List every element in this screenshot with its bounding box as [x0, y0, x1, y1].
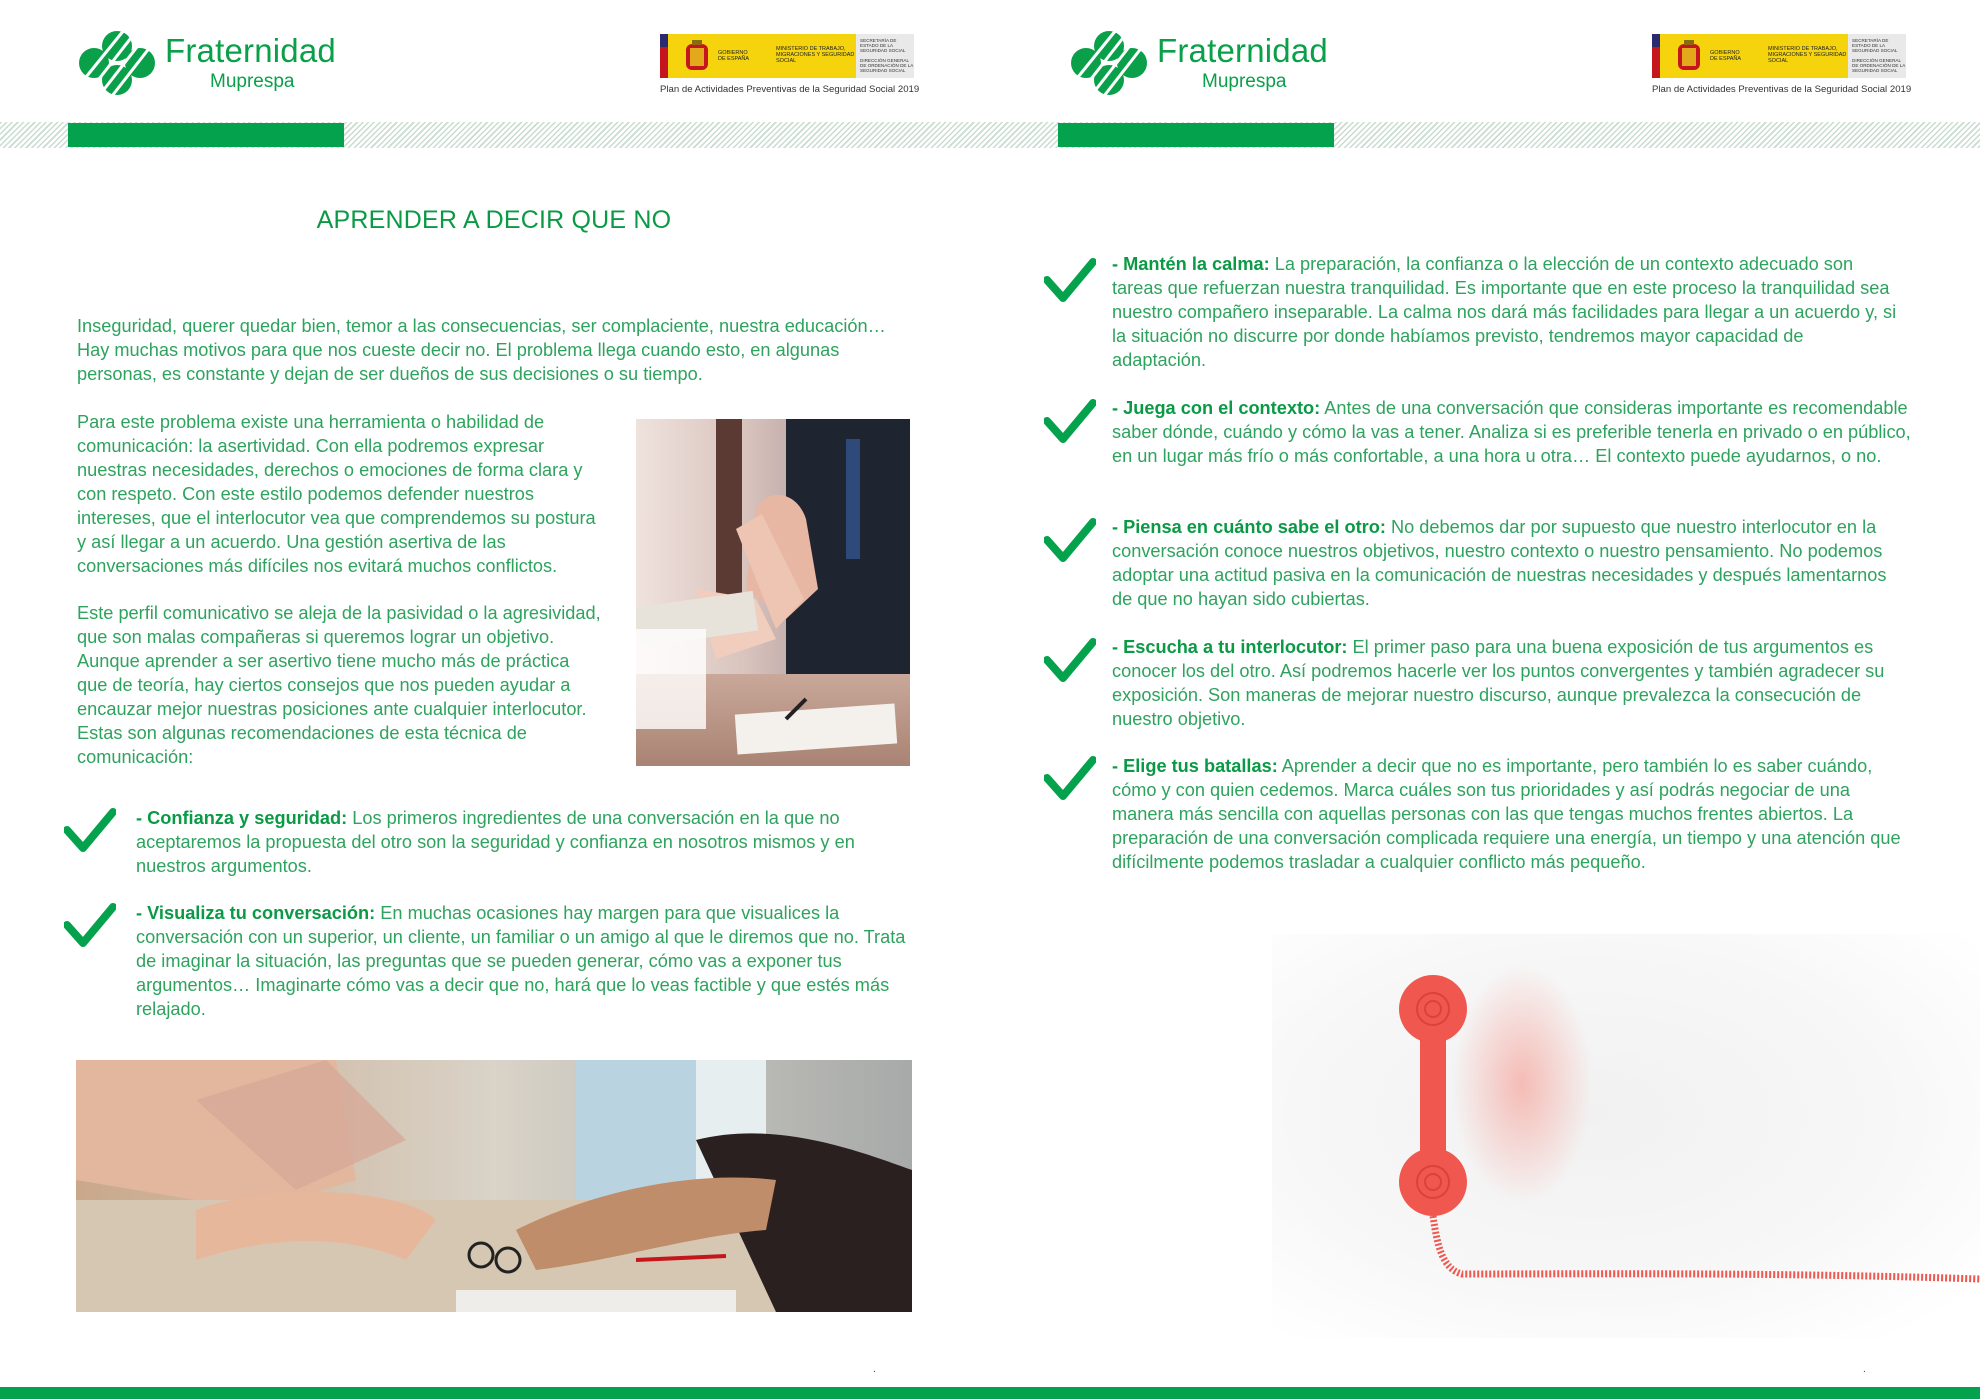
gov-text-4: DIRECCIÓN GENERAL DE ORDENACIÓN DE LA SEGURIDAD SOCIAL	[1852, 58, 1906, 74]
footer-green-bar	[990, 1387, 1980, 1399]
gov-text-2: MINISTERIO DE TRABAJO, MIGRACIONES Y SEGURIDAD SOCIAL	[776, 46, 855, 64]
page-marker: .	[873, 1364, 876, 1375]
refusing-hand-photo	[636, 419, 910, 766]
flag-stripe	[1652, 34, 1660, 78]
header-green-bar	[68, 123, 344, 147]
desk-conversation-photo	[76, 1060, 912, 1312]
brand-subname: Muprespa	[210, 71, 295, 92]
tip-text: Antes de una conversación que consideras importante es recomendable saber dónde, cuándo y cómo la vas a tener. Analiza si es preferible tenerla en privado o en público, en un lugar más frío o más confortable, a una hora u otra… El contexto puede ayudarnos, o no.	[1112, 398, 1911, 466]
brand-subname: Muprespa	[1202, 71, 1287, 92]
fraternidad-logo-icon	[72, 30, 162, 96]
header-green-bar	[1058, 123, 1334, 147]
fraternidad-logo	[1064, 28, 1354, 98]
checkmark-icon	[1044, 638, 1096, 682]
right-page	[990, 0, 1980, 1399]
tip-lead: - Confianza y seguridad:	[136, 808, 348, 828]
government-banner	[668, 34, 856, 78]
tip-text: El primer paso para una buena exposición de tus argumentos es conocer los del otro. Así podremos hacerle ver los puntos convergentes y también agradecer su exposición. Son maneras de mejorar nuestro discurso, aunque prevalezca la consecución de nuestro objetivo.	[1112, 637, 1885, 729]
tip-lead: - Juega con el contexto:	[1112, 398, 1321, 418]
gov-secretary-box	[1848, 34, 1906, 78]
government-logo	[658, 32, 920, 102]
profile-paragraph: Este perfil comunicativo se aleja de la pasividad o la agresividad, que son malas compañeras si queremos lograr un objetivo. Aunque aprender a ser asertivo tiene mucho más de práctica que de teoría, hay ciertos consejos que nos pueden ayudar a encauzar mejor nuestras posiciones ante cualquier interlocutor. Estas son algunas recomendaciones de esta técnica de comunicación:	[77, 603, 601, 767]
tip-text: Aprender a decir que no es importante, pero también lo es saber cuándo, cómo y con quien cedemos. Marca cuáles son tus prioridades y así podrás negociar de una manera más sencilla con aquellas personas con las que tengas muchos frentes abiertos. La preparación de una conversación complicada requiere una energía, un tiempo y una atención que difícilmente podemos trasladar a cualquier conflicto más pequeño.	[1112, 756, 1901, 872]
government-logo	[1650, 32, 1912, 102]
tip-battles	[1112, 754, 1902, 874]
plan-caption: Plan de Actividades Preventivas de la Seguridad Social 2019	[1652, 84, 1912, 95]
page-title	[0, 206, 990, 235]
brand-name: Fraternidad	[165, 32, 336, 69]
tip-text: Los primeros ingredientes de una conversación en la que no aceptaremos la propuesta del otro son la seguridad y confianza en nosotros mismos y en nuestros argumentos.	[136, 808, 855, 876]
tip-text: En muchas ocasiones hay margen para que visualices la conversación con un superior, un cliente, un familiar o un amigo al que le diremos que no. Trata de imaginar la situación, las preguntas que se pueden generar, cómo vas a exponer tus argumentos… Imaginarte cómo vas a decir que no, hará que lo veas factible y que estés más relajado.	[136, 903, 906, 1019]
tip-confidence	[136, 806, 861, 878]
gov-text-3: SECRETARÍA DE ESTADO DE LA SEGURIDAD SOCIAL	[860, 38, 906, 54]
tip-text: No debemos dar por supuesto que nuestro interlocutor en la conversación conoce nuestros objetivos, nuestro contexto o nuestro pensamiento. No podemos adoptar una actitud pasiva en la comunicación de nuestras necesidades y después lamentarnos de que no hayan sido cubiertas.	[1112, 517, 1887, 609]
brand-name: Fraternidad	[1157, 32, 1328, 69]
fraternidad-logo	[72, 28, 362, 98]
intro-paragraph: Inseguridad, querer quedar bien, temor a las consecuencias, ser complaciente, nuestra educación… Hay muchas motivos para que nos cueste decir no. El problema llega cuando esto, en algunas personas, es constante y dejan de ser dueños de sus decisiones o su tiempo.	[77, 316, 886, 384]
tip-lead: - Elige tus batallas:	[1112, 756, 1278, 776]
checkmark-icon	[1044, 399, 1096, 443]
gov-secretary-box	[856, 34, 914, 78]
tip-calm	[1112, 252, 1902, 372]
gov-text-1: GOBIERNO DE ESPAÑA	[718, 50, 750, 62]
checkmark-icon	[64, 903, 116, 947]
checkmark-icon	[64, 808, 116, 852]
footer-green-bar	[0, 1387, 990, 1399]
tip-text: La preparación, la confianza o la elección de un contexto adecuado son tareas que refuerzan nuestra tranquilidad. Es importante que en este proceso la tranquilidad sea nuestro compañero inseparable. La calma nos dará más facilidades para llegar a un acuerdo y, si la situación no discurre por donde habíamos previsto, tendremos mayor capacidad de adaptación.	[1112, 254, 1897, 370]
red-telephone-photo	[1272, 934, 1980, 1338]
checkmark-icon	[1044, 258, 1096, 302]
spain-coat-of-arms-icon	[1676, 40, 1702, 74]
tip-context	[1112, 396, 1912, 468]
fraternidad-logo-icon	[1064, 30, 1154, 96]
gov-text-2: MINISTERIO DE TRABAJO, MIGRACIONES Y SEGURIDAD SOCIAL	[1768, 46, 1847, 64]
flag-stripe	[660, 34, 668, 78]
gov-text-3: SECRETARÍA DE ESTADO DE LA SEGURIDAD SOCIAL	[1852, 38, 1898, 54]
page-marker: .	[1863, 1364, 1866, 1375]
gov-text-4: DIRECCIÓN GENERAL DE ORDENACIÓN DE LA SEGURIDAD SOCIAL	[860, 58, 914, 74]
checkmark-icon	[1044, 756, 1096, 800]
government-banner	[1660, 34, 1848, 78]
checkmark-icon	[1044, 518, 1096, 562]
tip-lead: - Piensa en cuánto sabe el otro:	[1112, 517, 1386, 537]
gov-text-1: GOBIERNO DE ESPAÑA	[1710, 50, 1742, 62]
page-title-text: APRENDER A DECIR QUE NO	[316, 206, 672, 234]
tip-lead: - Mantén la calma:	[1112, 254, 1270, 274]
assertiveness-paragraph: Para este problema existe una herramienta o habilidad de comunicación: la asertividad. Con ella podremos expresar nuestras necesidades, derechos o emociones de forma clara y con respeto. Con este estilo podemos defender nuestros intereses, que el interlocutor vea que comprendemos su postura y así llegar a un acuerdo. Una gestión asertiva de las conversaciones más difíciles nos evitará muchos conflictos.	[77, 412, 596, 576]
tip-lead: - Visualiza tu conversación:	[136, 903, 376, 923]
spain-coat-of-arms-icon	[684, 40, 710, 74]
tip-knowledge	[1112, 515, 1902, 611]
tip-lead: - Escucha a tu interlocutor:	[1112, 637, 1348, 657]
tip-visualize	[136, 901, 912, 1021]
plan-caption: Plan de Actividades Preventivas de la Seguridad Social 2019	[660, 84, 920, 95]
tip-listen	[1112, 635, 1902, 731]
